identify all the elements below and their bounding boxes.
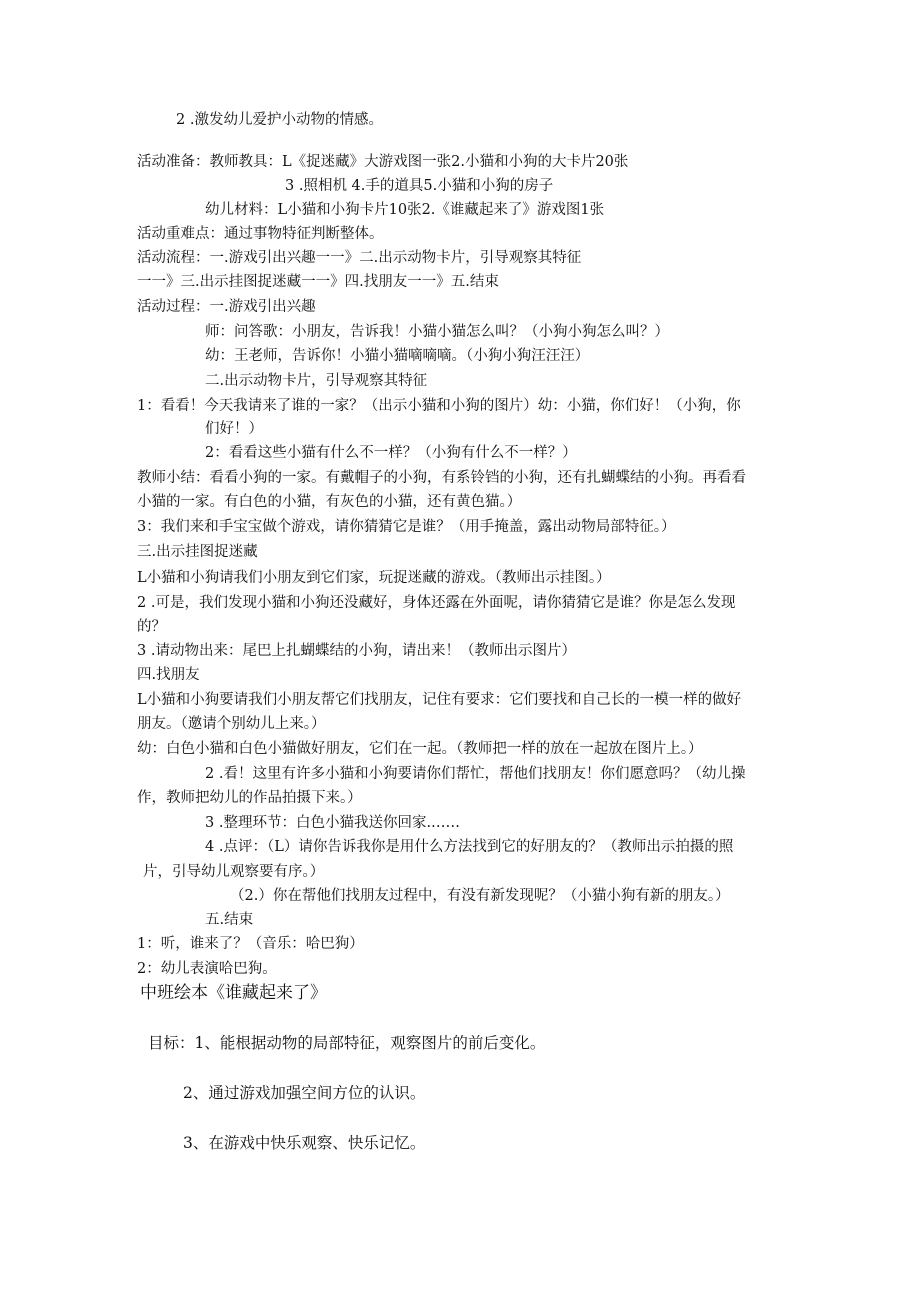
text-line: 2 .激发幼儿爱护小动物的情感。 <box>176 112 383 128</box>
text-line: 片，引导幼儿观察要有序。） <box>143 864 325 880</box>
text-line: 1：看看！今天我请来了谁的一家？（出示小猫和小狗的图片）幼：小猫，你们好！（小狗，你 <box>137 398 741 414</box>
text-line: 3 .照相机 4.手的道具5.小猫和小狗的房子 <box>285 178 554 194</box>
text-line: 3 .整理环节：白色小猫我送你回家.…… <box>205 815 461 831</box>
text-line: （2.）你在帮他们找朋友过程中，有没有新发现呢？（小猫小狗有新的朋友。） <box>230 888 730 904</box>
text-line: 三.出示挂图捉迷藏 <box>137 544 258 560</box>
text-line: 幼：王老师，告诉你！小猫小猫嘀嘀嘀。（小狗小狗汪汪汪） <box>205 348 590 364</box>
text-line: 的？ <box>137 619 166 635</box>
section-title: 中班绘本《谁藏起来了》 <box>140 983 327 1003</box>
text-line: 们好！） <box>205 421 263 437</box>
text-line: 师：问答歌：小朋友，告诉我！小猫小猫怎么叫？（小狗小狗怎么叫？） <box>205 324 669 340</box>
text-line: 教师小结：看看小狗的一家。有戴帽子的小狗，有系铃铛的小狗，还有扎蝴蝶结的小狗。再看看 <box>137 470 746 486</box>
goal-line: 2、通过游戏加强空间方位的认识。 <box>183 1084 426 1102</box>
text-line: 作，教师把幼儿的作品拍摄下来。） <box>137 790 362 806</box>
text-line: L小猫和小狗请我们小朋友到它们家，玩捉迷藏的游戏。（教师出示挂图。） <box>137 570 611 586</box>
text-line: 活动重难点：通过事物特征判断整体。 <box>137 226 384 242</box>
text-line: 4 .点评：（L）请你告诉我你是用什么方法找到它的好朋友的？（教师出示拍摄的照 <box>205 839 734 855</box>
text-line: 3 .请动物出来：尾巴上扎蝴蝶结的小狗，请出来！（教师出示图片） <box>137 643 576 659</box>
text-line: 2：幼儿表演哈巴狗。 <box>137 961 277 977</box>
text-line: 2 .看！这里有许多小猫和小狗要请你们帮忙，帮他们找朋友！你们愿意吗？（幼儿操 <box>205 766 746 782</box>
goal-line: 3、在游戏中快乐观察、快乐记忆。 <box>183 1134 426 1152</box>
text-line: 五.结束 <box>205 912 254 928</box>
text-line: 四.找朋友 <box>137 667 200 683</box>
text-line: 一一》三.出示挂图捉迷藏一一》四.找朋友一一》五.结束 <box>137 274 499 290</box>
text-line: 活动过程：一.游戏引出兴趣 <box>137 299 316 315</box>
text-line: 二.出示动物卡片，引导观察其特征 <box>205 373 428 389</box>
text-line: 朋友。（邀请个别幼儿上来。） <box>137 716 326 732</box>
text-line: 2 .可是，我们发现小猫和小狗还没藏好，身体还露在外面呢，请你猜猜它是谁？你是怎么发现 <box>137 595 736 611</box>
text-line: 小猫的一家。有白色的小猫，有灰色的小猫，还有黄色猫。） <box>137 494 522 510</box>
text-line: 活动流程：一.游戏引出兴趣一一》二.出示动物卡片，引导观察其特征 <box>137 250 582 266</box>
text-line: L小猫和小狗要请我们小朋友帮它们找朋友，记住有要求：它们要找和自己长的一模一样的做好 <box>137 692 742 708</box>
text-line: 1：听，谁来了？（音乐：哈巴狗） <box>137 936 364 952</box>
text-line: 活动准备：教师教具：L《捉迷藏》大游戏图一张2.小猫和小狗的大卡片20张 <box>137 154 629 170</box>
text-line: 3：我们来和手宝宝做个游戏，请你猜猜它是谁？（用手掩盖，露出动物局部特征。） <box>137 519 676 535</box>
text-line: 幼儿材料：L小猫和小狗卡片10张2.《谁藏起来了》游戏图1张 <box>205 202 605 218</box>
goal-line: 目标：1、能根据动物的局部特征，观察图片的前后变化。 <box>148 1034 546 1052</box>
text-line: 幼：白色小猫和白色小猫做好朋友，它们在一起。（教师把一样的放在一起放在图片上。） <box>137 741 703 757</box>
text-line: 2：看看这些小猫有什么不一样？（小狗有什么不一样？） <box>205 445 577 461</box>
